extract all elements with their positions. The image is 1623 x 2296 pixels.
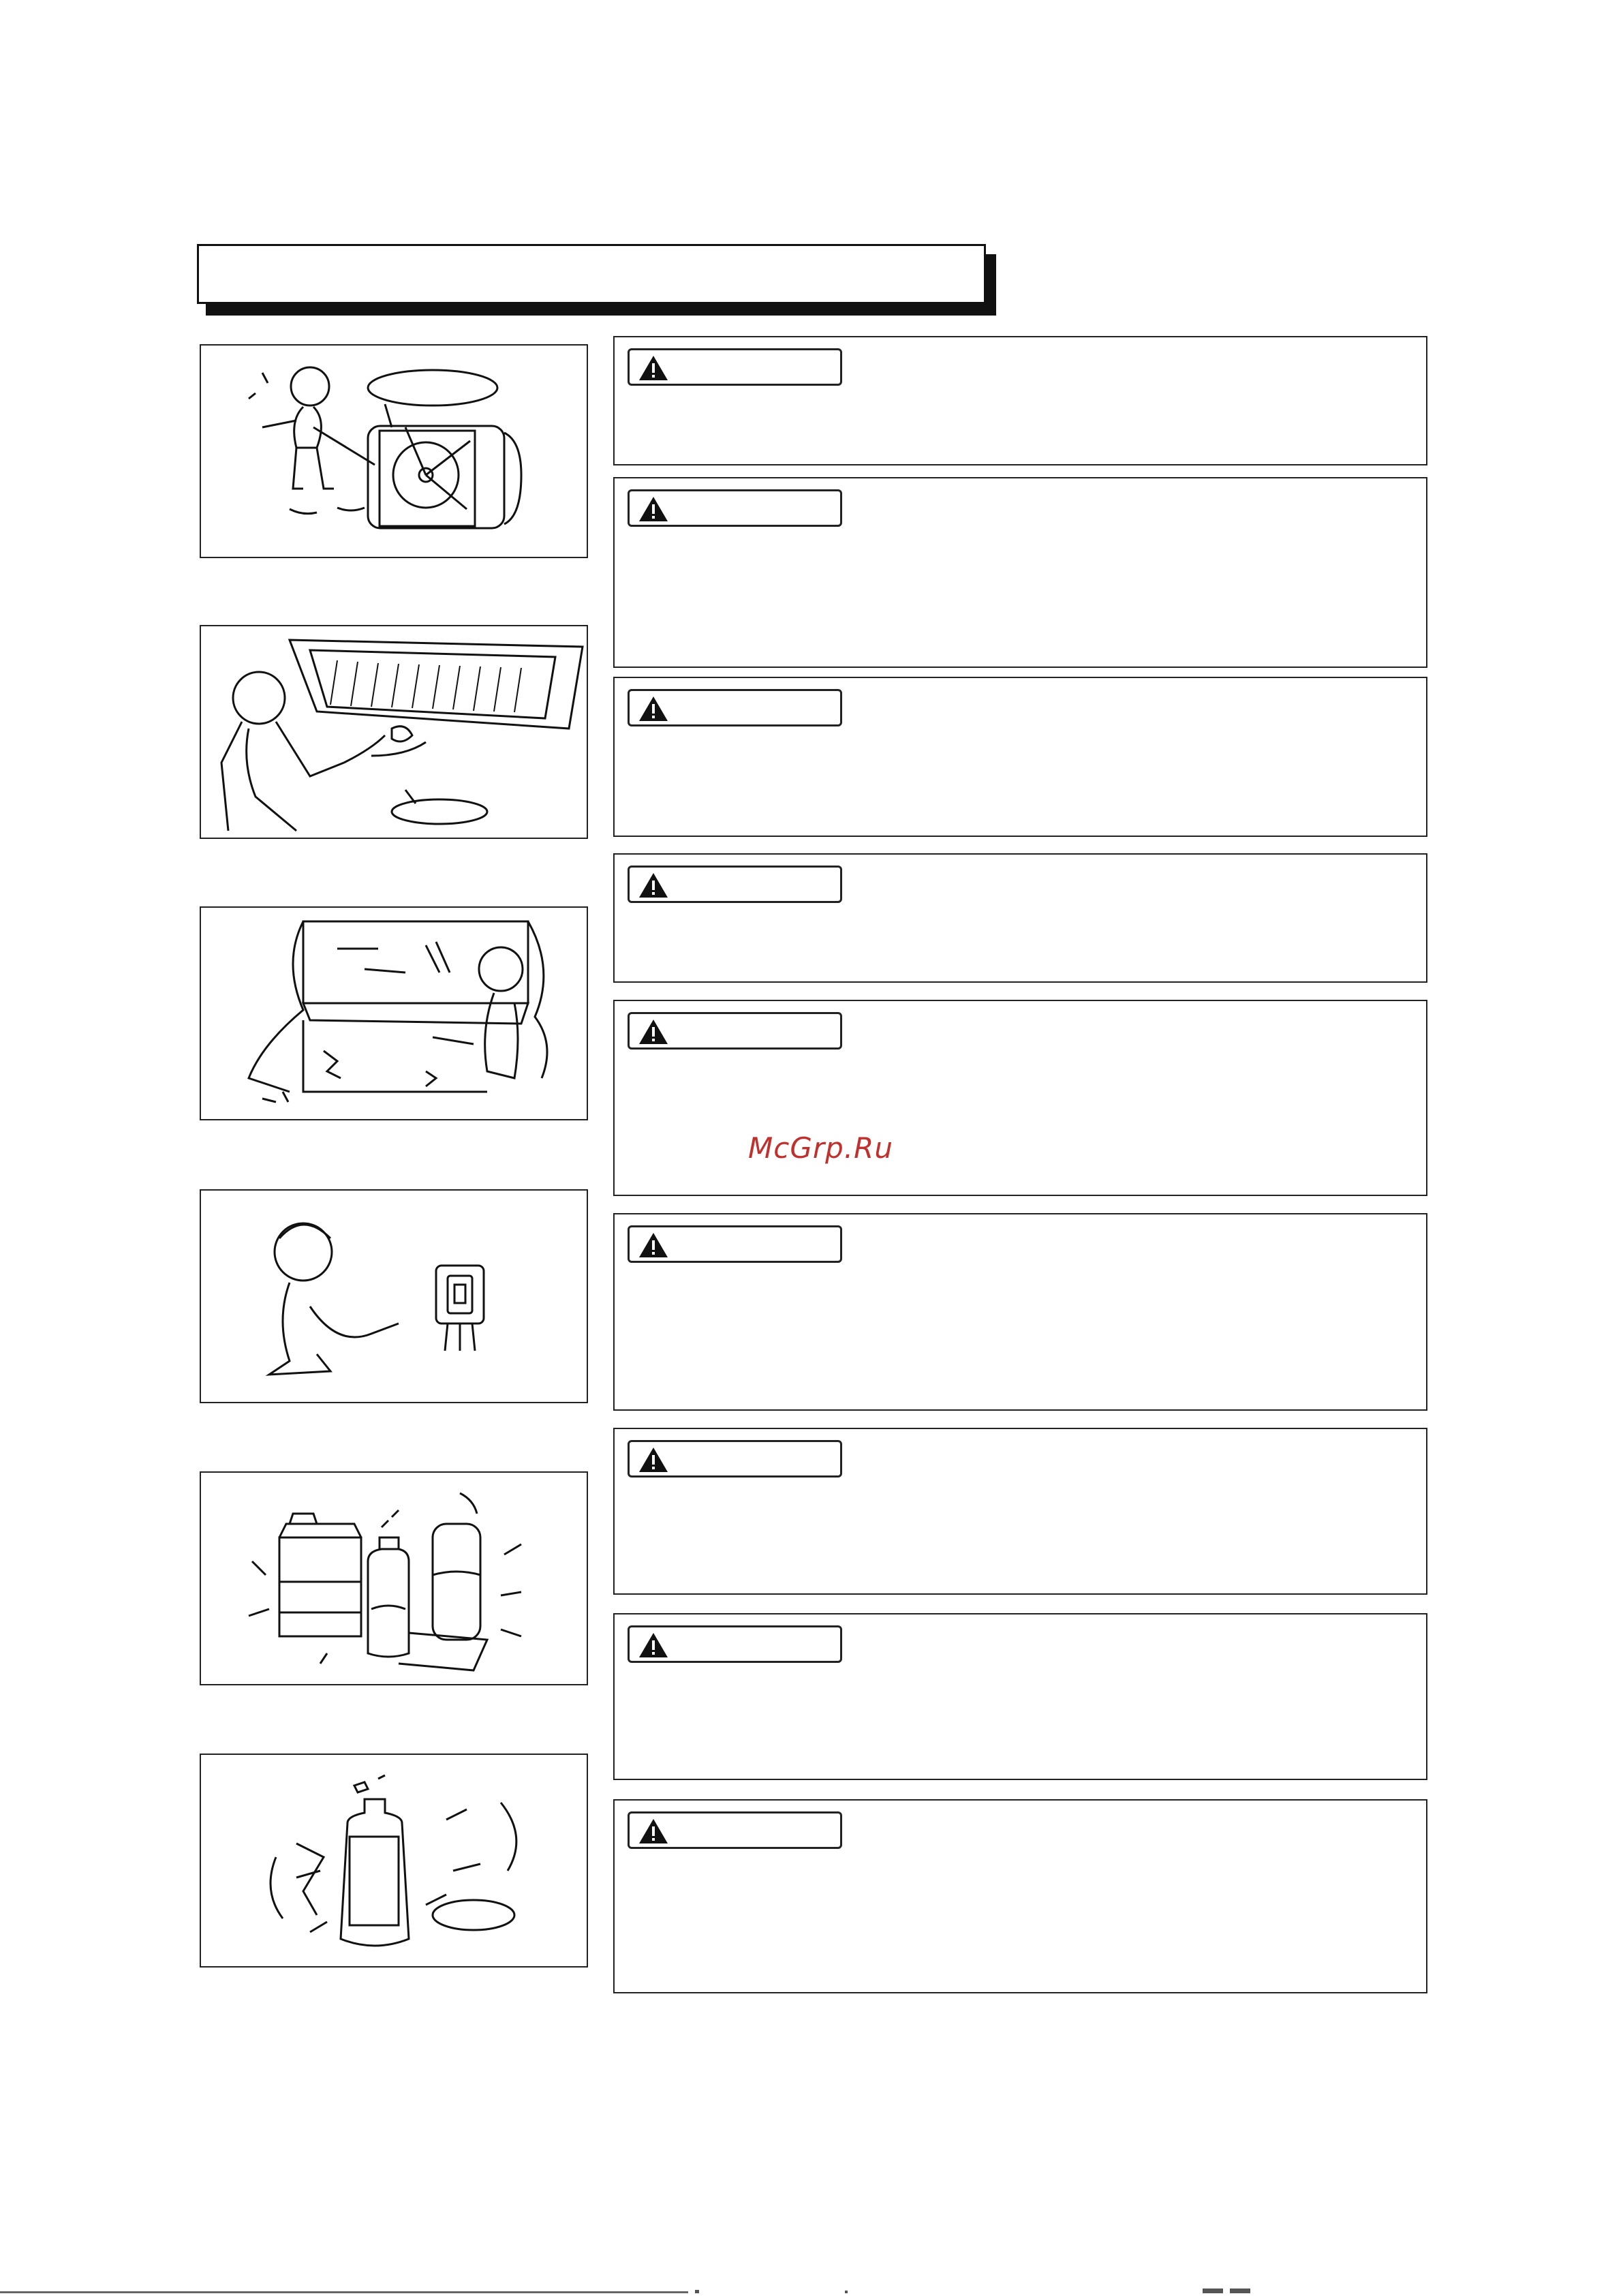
watermark-text: McGrp.Ru	[748, 1131, 893, 1165]
illustration-window-curtains	[200, 906, 588, 1120]
warning-label	[628, 1811, 842, 1849]
warning-label	[628, 1225, 842, 1263]
illustration-drawing	[201, 1191, 587, 1402]
warning-triangle-icon	[638, 495, 669, 523]
warning-triangle-icon	[638, 1818, 669, 1845]
illustration-drawing	[201, 908, 587, 1119]
warning-label	[628, 489, 842, 527]
illustration-drawing	[201, 1755, 587, 1966]
warning-label	[628, 348, 842, 386]
warning-panel-3	[613, 677, 1427, 837]
warning-panel-4	[613, 853, 1427, 983]
bottom-scan-marks	[688, 2289, 1301, 2294]
warning-panel-5	[613, 1000, 1427, 1196]
illustration-drawing	[201, 626, 587, 838]
warning-label	[628, 689, 842, 726]
page-title-box	[197, 244, 986, 304]
warning-label	[628, 1440, 842, 1478]
illustration-wall-switch	[200, 1189, 588, 1403]
warning-panel-2	[613, 477, 1427, 668]
warning-panel-8	[613, 1613, 1427, 1780]
warning-panel-6	[613, 1213, 1427, 1411]
warning-label	[628, 1625, 842, 1663]
warning-triangle-icon	[638, 872, 669, 899]
warning-triangle-icon	[638, 354, 669, 382]
warning-label	[628, 866, 842, 903]
warning-panel-7	[613, 1428, 1427, 1595]
warning-triangle-icon	[638, 695, 669, 722]
illustration-outdoor-unit-fan	[200, 344, 588, 558]
warning-triangle-icon	[638, 1632, 669, 1659]
warning-panel-9	[613, 1799, 1427, 1993]
illustration-bottle-splash	[200, 1754, 588, 1968]
illustration-drawing	[201, 346, 587, 557]
warning-triangle-icon	[638, 1231, 669, 1259]
illustration-drawing	[201, 1473, 587, 1684]
illustration-ceiling-unit-water	[200, 625, 588, 839]
warning-label	[628, 1012, 842, 1050]
bottom-rule	[0, 2291, 688, 2293]
warning-triangle-icon	[638, 1446, 669, 1473]
warning-triangle-icon	[638, 1018, 669, 1045]
warning-panel-1	[613, 336, 1427, 465]
illustration-flammable-containers	[200, 1471, 588, 1685]
